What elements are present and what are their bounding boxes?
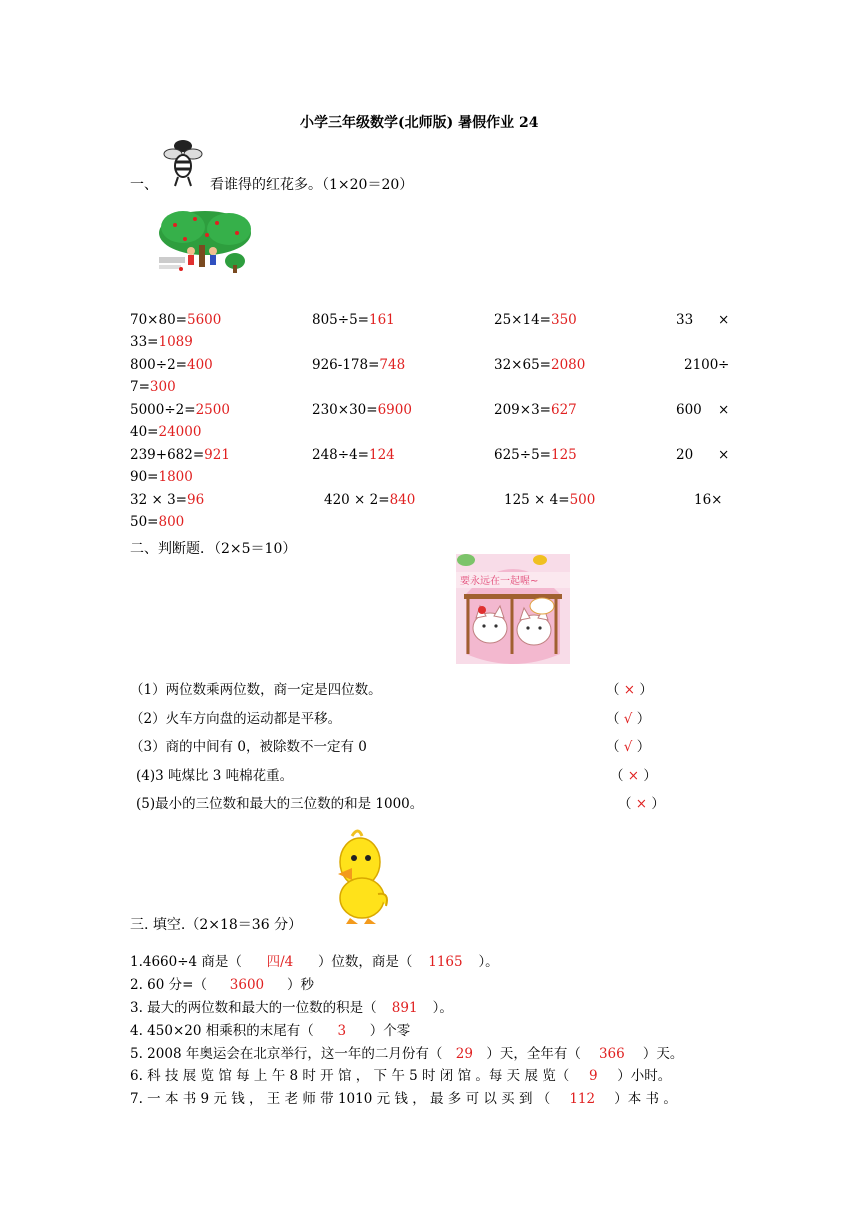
calc-question: 420 × 2= (324, 492, 390, 508)
judge-answer: （ × ） (610, 768, 657, 784)
calc-answer: 350 (550, 312, 577, 328)
fill-answer: 891 (391, 1000, 418, 1016)
section1-label: 一、 (130, 177, 158, 193)
calc-question: 90= (130, 469, 159, 485)
fill-text: ）天，全年有（ (486, 1046, 581, 1062)
calc-answer: 5600 (186, 312, 222, 328)
fill-text: 2. 60 分=（ (130, 977, 207, 993)
fill-item (130, 950, 499, 970)
calc-item (130, 334, 193, 350)
fill-text: 1.4660÷4 商是（ (130, 954, 242, 970)
calc-question: 926-178= (312, 357, 380, 373)
calc-answer: 161 (368, 312, 395, 328)
judge-mark: × (635, 796, 648, 812)
judge-answer: （ √ ） (606, 711, 651, 727)
calc-answer: 2080 (550, 357, 586, 373)
fill-answer: 29 (455, 1046, 473, 1062)
calc-answer: 627 (550, 402, 577, 418)
calc-question: 50= (130, 514, 159, 530)
fill-answer: 四/4 (266, 954, 294, 970)
judge-item: (4)3 吨煤比 3 吨棉花重。 (136, 768, 294, 784)
judge-answer: （ × ） (618, 796, 665, 812)
calc-answer: 124 (368, 447, 395, 463)
section2-label: 二、判断题．（2×5＝10） (130, 541, 297, 557)
calc-answer: 125 (550, 447, 577, 463)
calc-item (494, 357, 585, 373)
calc-answer: 2500 (195, 402, 230, 418)
fill-item (130, 973, 314, 993)
fill-text: ）。 (478, 954, 499, 970)
fill-item (130, 1064, 671, 1084)
judge-item: （2）火车方向盘的运动都是平移。 (130, 711, 342, 727)
calc-question: 248÷4= (312, 447, 369, 463)
calc-question: 32 × 3= (130, 492, 187, 508)
fill-text: ）。 (432, 1000, 453, 1016)
calc-item (130, 312, 221, 328)
calc-item (130, 514, 184, 530)
calc-answer: 400 (186, 357, 213, 373)
fill-text: 4. 450×20 相乘积的末尾有（ (130, 1023, 314, 1039)
fill-text: ）个零 (369, 1023, 411, 1039)
fill-answer: 3600 (229, 977, 265, 993)
calc-item (312, 402, 412, 418)
fill-text: ）本 书 。 (614, 1091, 677, 1107)
calc-answer: 840 (389, 492, 416, 508)
calc-item (312, 312, 395, 328)
fill-item (130, 996, 453, 1016)
calc-answer: 748 (379, 357, 406, 373)
judge-item: （1）两位数乘两位数，商一定是四位数。 (130, 682, 382, 698)
calc-question: × (718, 447, 730, 463)
calc-question: 32×65= (494, 357, 551, 373)
calc-question: 70×80= (130, 312, 187, 328)
calc-question: 230×30= (312, 402, 378, 418)
calc-question: 239+682= (130, 447, 205, 463)
fill-item (130, 1042, 683, 1062)
calc-question: × (718, 402, 730, 418)
judge-answer: （ √ ） (606, 739, 651, 755)
calc-item (130, 402, 230, 418)
calc-answer: 800 (158, 514, 185, 530)
page-title: 小学三年级数学(北师版) 暑假作业 24 (300, 115, 539, 131)
calc-question: 625÷5= (494, 447, 551, 463)
calc-question: 209×3= (494, 402, 551, 418)
calc-question: 805÷5= (312, 312, 369, 328)
judge-item: （3）商的中间有 0，被除数不一定有 0 (130, 739, 367, 755)
fill-text: 3. 最大的两位数和最大的一位数的积是（ (130, 1000, 377, 1016)
calc-item (130, 469, 193, 485)
calc-question: 16× (694, 492, 723, 508)
fill-text: 7. 一 本 书 9 元 钱 ， 王 老 师 带 1010 元 钱 ， 最 多 可 以 买 到 （ (130, 1091, 551, 1107)
calc-answer: 24000 (158, 424, 202, 440)
chick-picture (328, 826, 392, 926)
fill-answer: 1165 (428, 954, 463, 970)
calc-question: 25×14= (494, 312, 551, 328)
tree-children-picture (155, 205, 255, 275)
judge-mark: √ (623, 711, 633, 727)
calc-question: 40= (130, 424, 159, 440)
fill-text: ）天。 (642, 1046, 684, 1062)
fill-text: ）秒 (286, 977, 314, 993)
calc-item (130, 357, 213, 373)
calc-question: 5000÷2= (130, 402, 196, 418)
calc-item (130, 492, 204, 508)
judge-item: (5)最小的三位数和最大的三位数的和是 1000。 (136, 796, 424, 812)
calc-item (312, 447, 395, 463)
calc-question: 800÷2= (130, 357, 187, 373)
fill-text: 6. 科 技 展 览 馆 每 上 午 8 时 开 馆 ， 下 午 5 时 闭 馆 。每 天 展 览（ (130, 1068, 570, 1084)
calc-item (504, 492, 595, 508)
calc-answer: 500 (569, 492, 596, 508)
calc-answer: 1800 (158, 469, 193, 485)
calc-item (130, 379, 176, 395)
bee-icon (160, 138, 206, 188)
calc-question: 7= (130, 379, 150, 395)
calc-question: 125 × 4= (504, 492, 570, 508)
fill-answer: 9 (588, 1068, 598, 1084)
calc-item (324, 492, 415, 508)
judge-mark: × (623, 682, 636, 698)
fill-text: 5. 2008 年奥运会在北京举行，这一年的二月份有（ (130, 1046, 443, 1062)
fill-text: ）小时。 (617, 1068, 672, 1084)
calc-item (494, 402, 577, 418)
calc-question: 33 (676, 312, 694, 328)
section1-text: 看谁得的红花多。（1×20＝20） (210, 177, 414, 193)
calc-question: × (718, 312, 730, 328)
cats-picture (456, 554, 570, 664)
calc-answer: 300 (149, 379, 176, 395)
calc-question: 600 (676, 402, 702, 418)
calc-item (312, 357, 405, 373)
fill-answer: 112 (569, 1091, 596, 1107)
calc-question: 33= (130, 334, 159, 350)
fill-text: ）位数，商是（ (317, 954, 413, 970)
calc-item (494, 312, 577, 328)
calc-answer: 1089 (158, 334, 193, 350)
fill-item (130, 1087, 677, 1107)
calc-item (130, 447, 230, 463)
calc-question: 2100 (684, 357, 719, 373)
fill-item (130, 1019, 410, 1039)
judge-answer: （ × ） (606, 682, 653, 698)
judge-mark: √ (623, 739, 633, 755)
calc-answer: 921 (204, 447, 230, 463)
judge-mark: × (627, 768, 640, 784)
fill-answer: 366 (598, 1046, 625, 1062)
calc-item (130, 424, 201, 440)
calc-question: 20 (676, 447, 694, 463)
calc-item (494, 447, 577, 463)
calc-question: ÷ (718, 357, 730, 373)
section3-label: 三. 填空.（2×18＝36 分） (130, 917, 303, 933)
picture-caption: 要永远在一起喔~ (460, 576, 539, 587)
fill-answer: 3 (337, 1023, 347, 1039)
calc-answer: 6900 (377, 402, 412, 418)
calc-answer: 96 (186, 492, 205, 508)
